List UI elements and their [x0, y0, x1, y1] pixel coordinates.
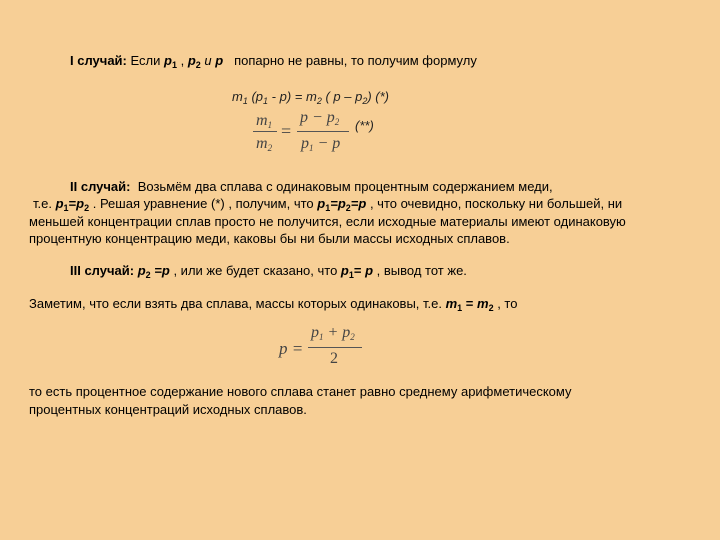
case2-line2-c: p [317, 196, 326, 211]
eq-star-m1: m [232, 89, 243, 104]
eq2-den-left [256, 135, 272, 153]
eq2-den-right [301, 135, 340, 153]
case3-p2: p [137, 263, 146, 278]
conclusion-line2: процентных концентраций исходных сплавов. [29, 402, 307, 417]
case1-label: I случай: [70, 53, 127, 68]
case3-p1-sub: 1 [348, 270, 354, 280]
note-text-b: , то [493, 296, 518, 311]
case3-line [70, 263, 467, 283]
eq-avg-bar [308, 347, 362, 348]
eq-star-m2: m [305, 89, 317, 104]
note-text-a: Заметим, что если взять два сплава, массы которых одинаковы, т.е. [29, 296, 446, 311]
case3-p1: p [340, 263, 349, 278]
case2-line2-c-mid: =p [330, 196, 346, 211]
eq2-bar-right [297, 131, 349, 132]
eq2-den-left-sub: 2 [267, 143, 273, 153]
case2-line2-c-sub2: 2 [345, 203, 351, 213]
case1-sep1: , [176, 53, 185, 68]
note-m1-sub: 1 [457, 303, 463, 313]
case1-text-b: попарно не равны, то получим формулу [234, 53, 477, 68]
eq2-equals: = [281, 121, 292, 141]
case1-p1: p [164, 53, 172, 68]
eq2-num-left [256, 112, 272, 130]
eq-avg-num-p: p [311, 324, 319, 341]
eq-star-c-sub: 2 [362, 96, 368, 106]
case2-line2-d: , что очевидно, поскольку ни большей, ни [366, 196, 623, 211]
case2-line1-text: Возьмём два сплава с одинаковым процентным содержанием меди, [137, 179, 553, 194]
conclusion-line1: то есть процентное содержание нового сплава станет равно среднему арифметическому [29, 384, 572, 399]
case3-text-a: , или же будет сказано, что [169, 263, 341, 278]
eq2-den-right-sub: 1 [309, 143, 314, 153]
eq-star-a: (p [247, 89, 264, 104]
eq-avg-num [311, 324, 355, 342]
case3-eq: =p [150, 263, 170, 278]
case1-conj: и [200, 53, 216, 68]
eq2-num-left-sub: 1 [267, 120, 273, 130]
case3-p2-sub: 2 [145, 270, 151, 280]
case3-p: p [365, 263, 374, 278]
eq2-den-left-text: m [256, 135, 268, 152]
eq-avg-den: 2 [330, 350, 338, 367]
eq-star-c: ( p – p [321, 89, 363, 104]
eq-star-a-sub: 1 [263, 96, 269, 106]
case2-label: II случай: [70, 179, 131, 194]
eq-avg-num-sub2: 2 [350, 332, 355, 342]
eq2-tag: (**) [355, 118, 374, 133]
eq-avg-num-mid: + p [323, 324, 351, 341]
case3-label: III случай: [70, 263, 135, 278]
eq2-num-left-text: m [256, 112, 268, 129]
case2-line2-p1: p [55, 196, 64, 211]
case1-p1-sub: 1 [171, 60, 177, 70]
eq-star-m1-sub: 1 [242, 96, 248, 106]
note-line [29, 296, 517, 316]
case1-p2: p [187, 53, 196, 68]
eq2-den-right-tail: − p [313, 135, 341, 152]
eq-star-m2-sub: 2 [316, 96, 322, 106]
case3-eq2: = [353, 263, 366, 278]
case2-line2-c-sub1: 1 [325, 203, 331, 213]
eq2-bar-left [253, 131, 277, 132]
eq2-num-right [300, 109, 339, 127]
case2-line2-p2: p [76, 196, 85, 211]
eq-avg-num-sub1: 1 [319, 332, 324, 342]
note-eq: = [462, 296, 478, 311]
case3-text-b: , вывод тот же. [373, 263, 467, 278]
eq-avg-lhs: p = [279, 339, 304, 358]
case2-line2-p2-sub: 2 [84, 203, 90, 213]
case1-p2-sub: 2 [195, 60, 201, 70]
case2-line4: процентную концентрацию меди, каковы бы ни были массы исходных сплавов. [29, 231, 510, 246]
case1-line [70, 53, 477, 73]
eq-star-d: ) (*) [367, 89, 389, 104]
case2-line3: меньшей концентрации сплав просто не получится, если исходные материалы имеют одинаковую [29, 214, 626, 229]
case2-line2-eq: = [68, 196, 77, 211]
case2-line2-b: . Решая уравнение (*) , получим, что [89, 196, 318, 211]
case2-line2-c-end: =p [350, 196, 367, 211]
case2-line2-a: т.е. [33, 196, 56, 211]
note-m2-sub: 2 [488, 303, 494, 313]
case2-line2-p1-sub: 1 [63, 203, 69, 213]
eq2-num-right-sub: 2 [334, 117, 340, 127]
case2-line1 [70, 179, 553, 195]
eq2-den-right-text: p [301, 135, 309, 152]
eq-star-b: - p) = [268, 89, 306, 104]
eq2-num-right-text: p − p [300, 109, 335, 126]
note-m1: m [445, 296, 458, 311]
case1-p: p [215, 53, 224, 68]
case2-line2 [33, 196, 622, 216]
case1-text-a: Если [130, 53, 161, 68]
equation-star [232, 89, 389, 109]
note-m2: m [477, 296, 489, 311]
